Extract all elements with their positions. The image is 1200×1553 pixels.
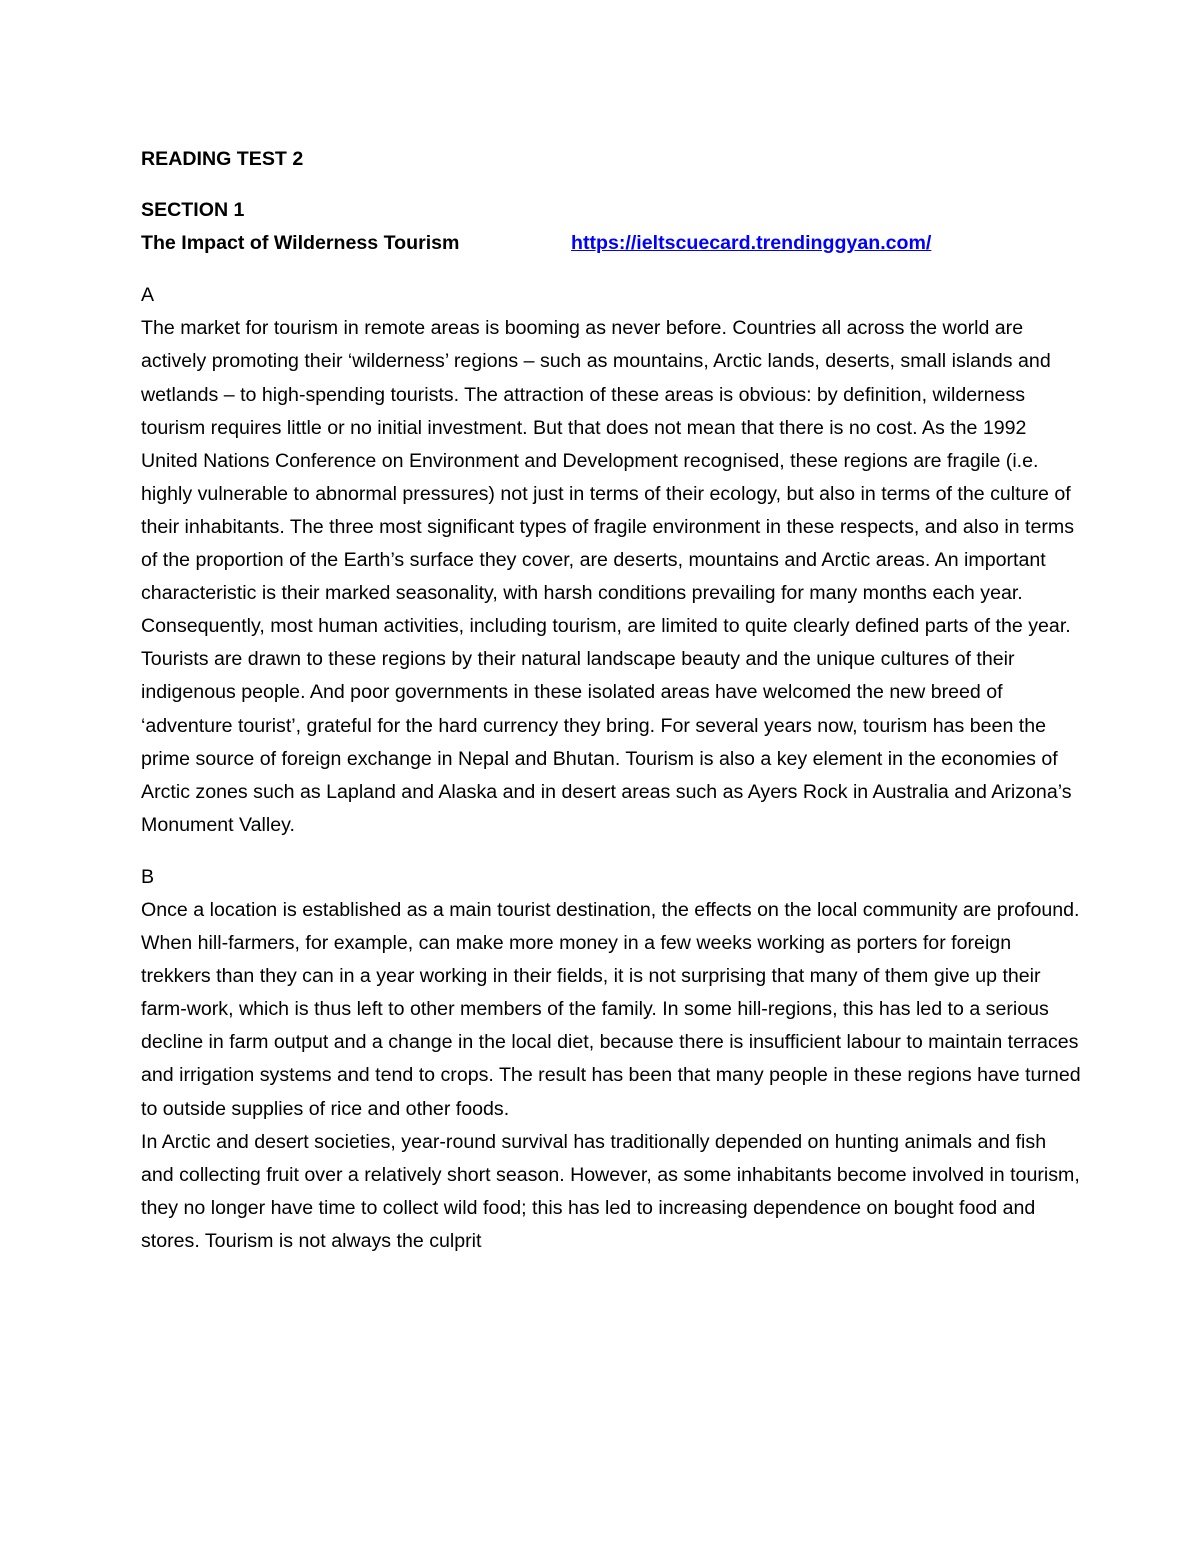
section-b-paragraph-1: Once a location is established as a main tourist destination, the effects on the local community are profound. When hill-farmers, for example, can make more money in a few weeks working as porters for foreign trekkers than they can in a year working in their fields, it is not surprising that many of them give up their farm-work, which is thus left to other members of the family. In some hill-regions, this has led to a serious decline in farm output and a change in the local diet, because there is insufficient labour to maintain terraces and irrigation systems and tend to crops. The result has been that many people in these regions have turned to outside supplies of rice and other foods. [141,898,1081,1120]
section-heading: SECTION 1 [141,199,245,222]
title-row [141,227,1081,260]
section-a-letter: A [141,284,155,307]
document-page [141,143,1081,1258]
section-a-paragraph-2: Tourists are drawn to these regions by their natural landscape beauty and the unique cultures of their indigenous people. And poor governments in these isolated areas have welcomed the new breed of ‘adventure tourist’, grateful for the hard currency they bring. For several years now, tourism has been the prime source of foreign exchange in Nepal and Bhutan. Tourism is also a key element in the economies of Arctic zones such as Lapland and Alaska and in desert areas such as Ayers Rock in Australia and Arizona’s Monument Valley. [141,648,1072,836]
source-link[interactable]: https://ieltscuecard.trendinggyan.com/ [571,232,932,255]
section-b-letter: B [141,865,155,888]
article-title: The Impact of Wilderness Tourism [141,232,460,255]
section-b-paragraph-2: In Arctic and desert societies, year-round survival has traditionally depended on hunting animals and fish and collecting fruit over a relatively short season. However, as some inhabitants become involved in tourism, they no longer have time to collect wild food; this has led to increasing dependence on bought food and stores. Tourism is not always the culprit [141,1130,1080,1252]
section-a-paragraph-1: The market for tourism in remote areas is booming as never before. Countries all across the world are actively promoting their ‘wilderness’ regions – such as mountains, Arctic lands, deserts, small islands and wetlands – to high-spending tourists. The attraction of these areas is obvious: by definition, wilderness tourism requires little or no initial investment. But that does not mean that there is no cost. As the 1992 United Nations Conference on Environment and Development recognised, these regions are fragile (i.e. highly vulnerable to abnormal pressures) not just in terms of their ecology, but also in terms of the culture of their inhabitants. The three most significant types of fragile environment in these respects, and also in terms of the proportion of the Earth’s surface they cover, are deserts, mountains and Arctic areas. An important characteristic is their marked seasonality, with harsh conditions prevailing for many months each year. Consequently, most human activities, including tourism, are limited to quite clearly defined parts of the year. [141,317,1074,638]
test-heading: READING TEST 2 [141,148,304,170]
